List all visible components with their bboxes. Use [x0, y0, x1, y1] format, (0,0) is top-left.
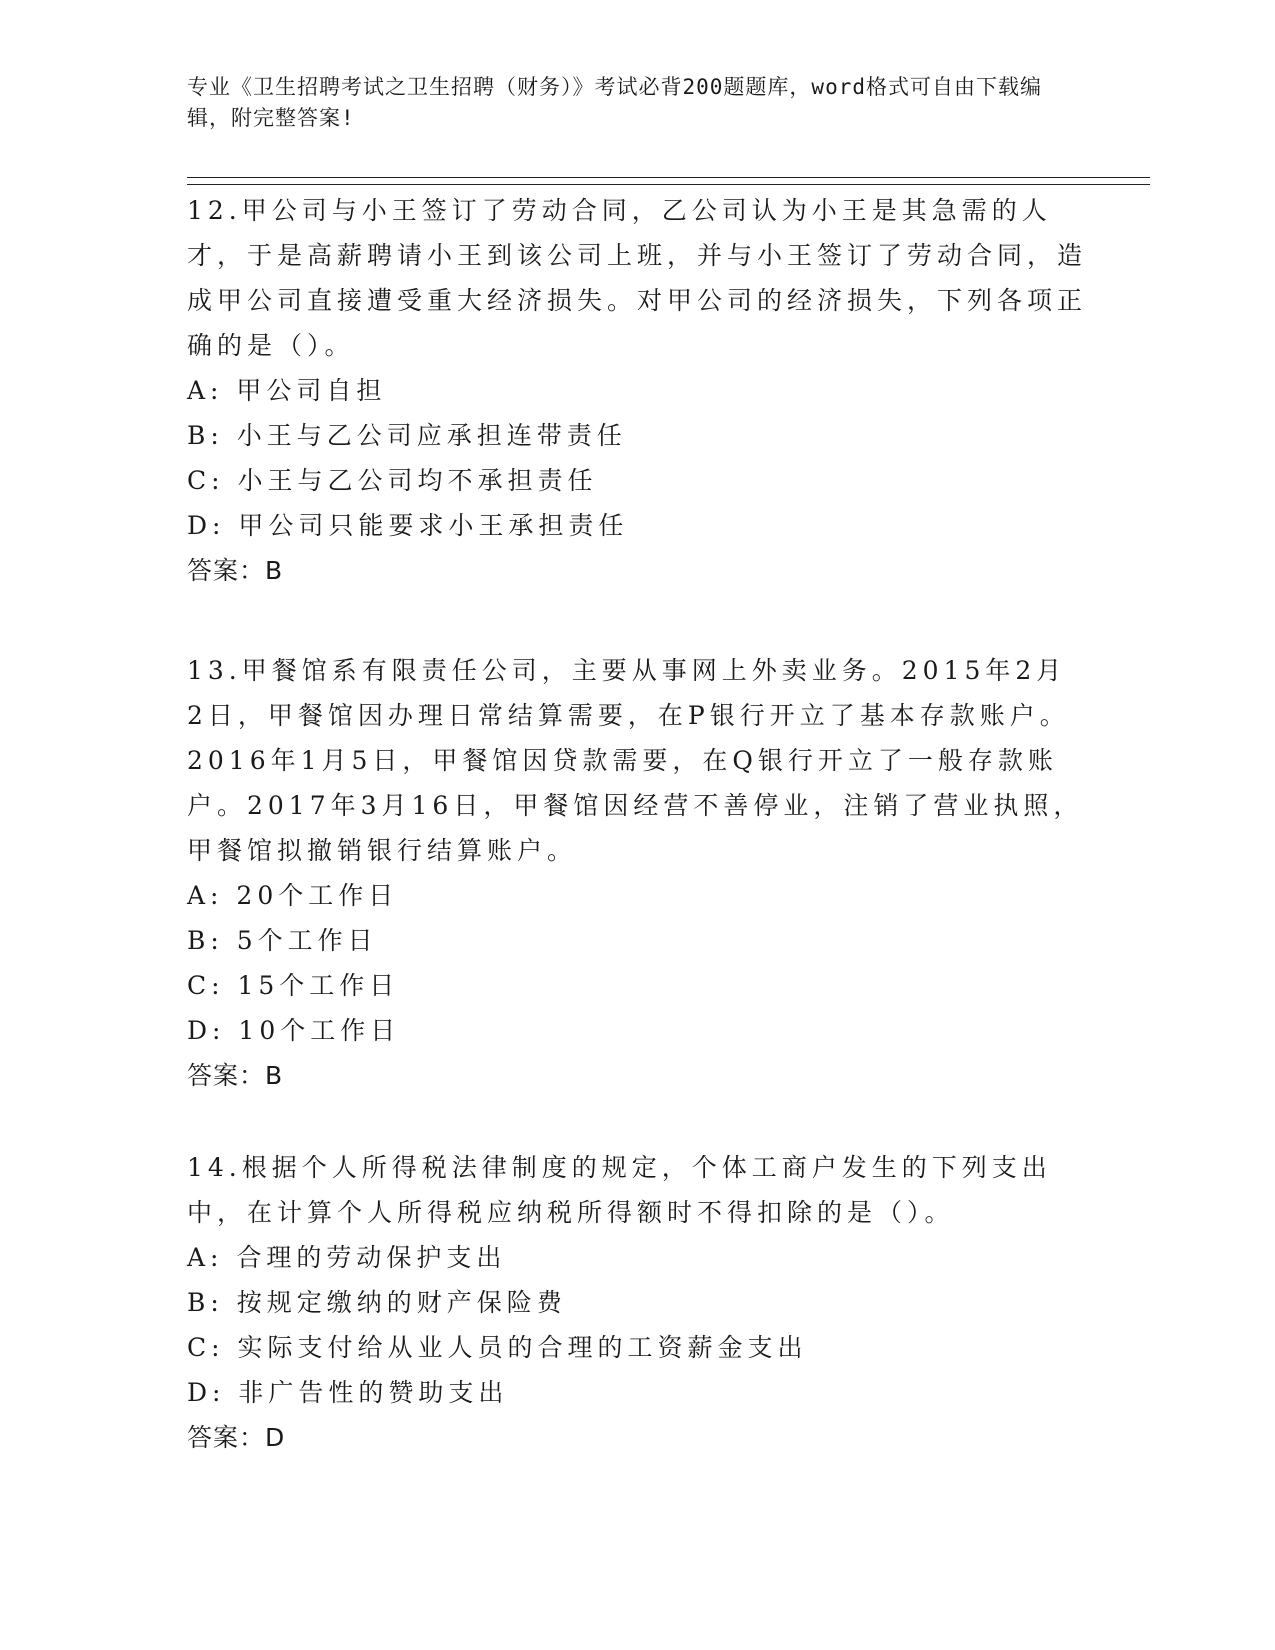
option-b: B: 小王与乙公司应承担连带责任: [187, 421, 627, 450]
question-13: [187, 648, 1087, 1098]
header-divider-bottom: [187, 184, 1150, 185]
option-d: D: 非广告性的赞助支出: [187, 1378, 509, 1407]
option-d: D: 甲公司只能要求小王承担责任: [187, 511, 629, 540]
header-divider-top: [187, 177, 1150, 178]
question-stem: 12.甲公司与小王签订了劳动合同，乙公司认为小王是其急需的人才，于是高薪聘请小王到该公司上班，并与小王签订了劳动合同，造成甲公司直接遭受重大经济损失。对甲公司的经济损失，下列各项正确的是（）。: [187, 196, 1088, 360]
option-c: C: 实际支付给从业人员的合理的工资薪金支出: [187, 1333, 808, 1362]
question-stem: 13.甲餐馆系有限责任公司，主要从事网上外卖业务。2015年2月2日，甲餐馆因办理日常结算需要，在P银行开立了基本存款账户。2016年1月5日，甲餐馆因贷款需要，在Q银行开立了一般存款账户。2017年3月16日，甲餐馆因经营不善停业，注销了营业执照，甲餐馆拟撤销银行结算账户。: [187, 656, 1084, 865]
answer-line: 答案：B: [187, 556, 284, 585]
answer-line: 答案：D: [187, 1423, 286, 1452]
option-a: A: 甲公司自担: [187, 376, 387, 405]
option-a: A: 20个工作日: [187, 881, 399, 910]
option-b: B: 5个工作日: [187, 926, 378, 955]
option-a: A: 合理的劳动保护支出: [187, 1243, 507, 1272]
option-b: B: 按规定缴纳的财产保险费: [187, 1288, 567, 1317]
document-header: 专业《卫生招聘考试之卫生招聘（财务）》考试必背200题题库，word格式可自由下载编辑，附完整答案!: [187, 75, 1042, 130]
option-c: C: 小王与乙公司均不承担责任: [187, 466, 598, 495]
option-c: C: 15个工作日: [187, 971, 400, 1000]
option-d: D: 10个工作日: [187, 1016, 401, 1045]
question-stem: 14.根据个人所得税法律制度的规定，个体工商户发生的下列支出中，在计算个人所得税应纳税所得额时不得扣除的是（）。: [187, 1153, 1052, 1227]
question-12: [187, 188, 1087, 593]
question-14: [187, 1145, 1087, 1460]
answer-line: 答案：B: [187, 1061, 284, 1090]
